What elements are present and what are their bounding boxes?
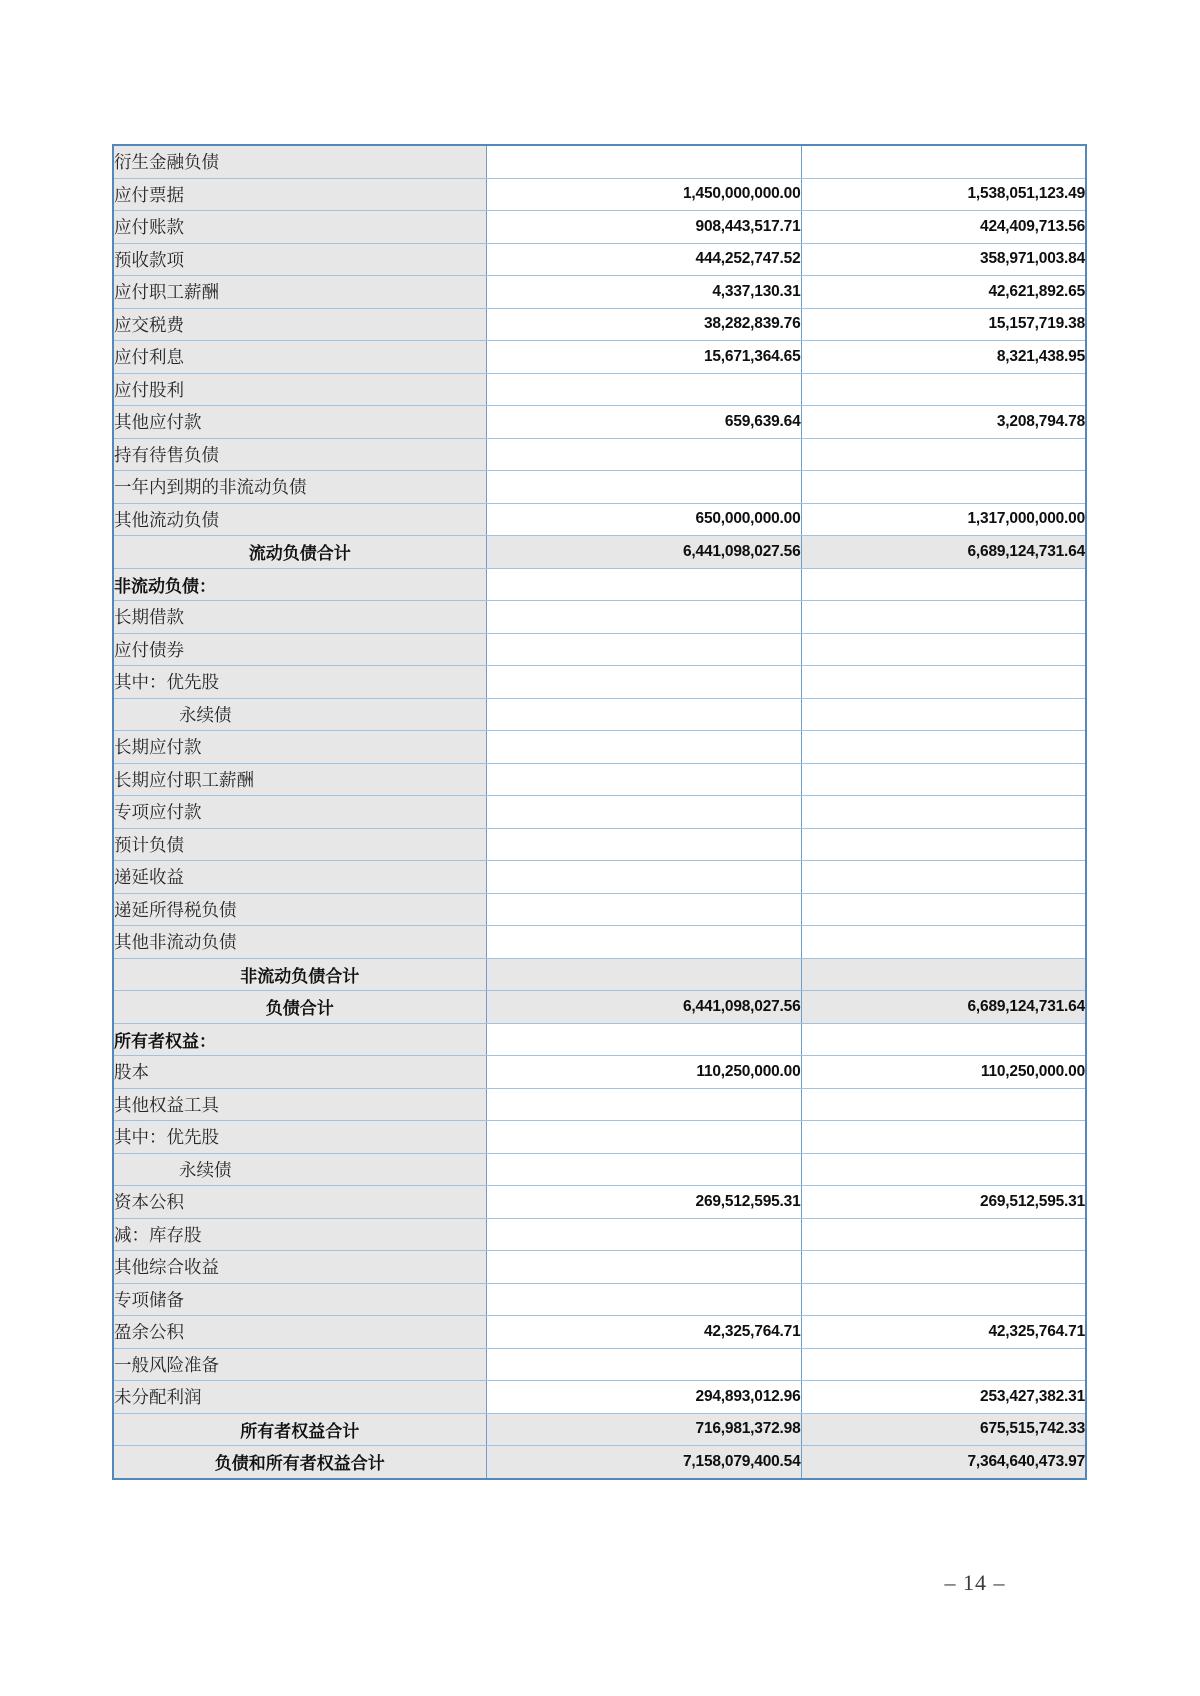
table-row	[113, 666, 1086, 699]
row-label-cell: 持有待售负债	[113, 438, 486, 471]
row-label-cell: 一年内到期的非流动负债	[113, 471, 486, 504]
row-label-cell: 所有者权益：	[113, 1023, 486, 1056]
row-label-cell: 预收款项	[113, 243, 486, 276]
value-cell-previous	[801, 1348, 1086, 1381]
value-cell-previous: 6,689,124,731.64	[801, 536, 1086, 569]
row-label-cell: 其他权益工具	[113, 1088, 486, 1121]
value-cell-previous: 253,427,382.31	[801, 1381, 1086, 1414]
table-row	[113, 1088, 1086, 1121]
table-row	[113, 958, 1086, 991]
value-cell-current	[486, 373, 801, 406]
table-row	[113, 698, 1086, 731]
value-cell-current	[486, 666, 801, 699]
page-number: – 14 –	[944, 1570, 1006, 1595]
value-cell-current	[486, 1153, 801, 1186]
value-cell-previous: 1,317,000,000.00	[801, 503, 1086, 536]
value-cell-current: 444,252,747.52	[486, 243, 801, 276]
value-cell-current	[486, 828, 801, 861]
table-row	[113, 503, 1086, 536]
value-cell-previous	[801, 926, 1086, 959]
row-label-cell: 其中：优先股	[113, 666, 486, 699]
value-cell-current	[486, 893, 801, 926]
table-row	[113, 373, 1086, 406]
value-cell-current	[486, 1218, 801, 1251]
value-cell-previous: 7,364,640,473.97	[801, 1446, 1086, 1479]
value-cell-previous: 110,250,000.00	[801, 1056, 1086, 1089]
value-cell-previous	[801, 796, 1086, 829]
table-row	[113, 1446, 1086, 1479]
value-cell-previous	[801, 893, 1086, 926]
row-label-cell: 递延收益	[113, 861, 486, 894]
row-label-cell: 负债和所有者权益合计	[113, 1446, 486, 1479]
value-cell-previous: 6,689,124,731.64	[801, 991, 1086, 1024]
table-row	[113, 1218, 1086, 1251]
value-cell-current	[486, 1283, 801, 1316]
table-row	[113, 1186, 1086, 1219]
value-cell-previous: 42,621,892.65	[801, 276, 1086, 309]
row-label-cell: 股本	[113, 1056, 486, 1089]
table-row	[113, 991, 1086, 1024]
table-row	[113, 178, 1086, 211]
table-row	[113, 926, 1086, 959]
table-row	[113, 601, 1086, 634]
value-cell-current: 38,282,839.76	[486, 308, 801, 341]
table-row	[113, 1316, 1086, 1349]
value-cell-previous	[801, 373, 1086, 406]
row-label-cell: 非流动负债合计	[113, 958, 486, 991]
value-cell-previous	[801, 601, 1086, 634]
table-row	[113, 568, 1086, 601]
table-row	[113, 406, 1086, 439]
value-cell-previous: 358,971,003.84	[801, 243, 1086, 276]
value-cell-current	[486, 438, 801, 471]
value-cell-current	[486, 796, 801, 829]
value-cell-previous	[801, 828, 1086, 861]
row-label-cell: 盈余公积	[113, 1316, 486, 1349]
balance-sheet-rows	[113, 145, 1086, 1479]
row-label-cell: 其中：优先股	[113, 1121, 486, 1154]
value-cell-current: 4,337,130.31	[486, 276, 801, 309]
value-cell-current: 7,158,079,400.54	[486, 1446, 801, 1479]
row-label-cell: 长期应付款	[113, 731, 486, 764]
table-row	[113, 1348, 1086, 1381]
value-cell-current	[486, 1251, 801, 1284]
value-cell-current: 659,639.64	[486, 406, 801, 439]
value-cell-previous: 1,538,051,123.49	[801, 178, 1086, 211]
table-row	[113, 1251, 1086, 1284]
row-label-cell: 专项储备	[113, 1283, 486, 1316]
value-cell-current: 294,893,012.96	[486, 1381, 801, 1414]
row-label-cell: 长期借款	[113, 601, 486, 634]
row-label-cell: 应交税费	[113, 308, 486, 341]
value-cell-current	[486, 958, 801, 991]
value-cell-previous	[801, 568, 1086, 601]
value-cell-current	[486, 471, 801, 504]
value-cell-previous	[801, 1121, 1086, 1154]
value-cell-current: 15,671,364.65	[486, 341, 801, 374]
table-row	[113, 828, 1086, 861]
value-cell-current: 6,441,098,027.56	[486, 991, 801, 1024]
table-row	[113, 893, 1086, 926]
value-cell-previous	[801, 861, 1086, 894]
table-row	[113, 633, 1086, 666]
value-cell-current: 110,250,000.00	[486, 1056, 801, 1089]
value-cell-previous	[801, 1088, 1086, 1121]
value-cell-current: 269,512,595.31	[486, 1186, 801, 1219]
row-label-cell: 应付股利	[113, 373, 486, 406]
table-row	[113, 471, 1086, 504]
value-cell-current	[486, 861, 801, 894]
value-cell-previous	[801, 145, 1086, 178]
value-cell-current: 6,441,098,027.56	[486, 536, 801, 569]
row-label-cell: 递延所得税负债	[113, 893, 486, 926]
table-row	[113, 211, 1086, 244]
value-cell-previous	[801, 1153, 1086, 1186]
value-cell-previous	[801, 731, 1086, 764]
value-cell-current: 716,981,372.98	[486, 1413, 801, 1446]
row-label-cell: 未分配利润	[113, 1381, 486, 1414]
row-label-cell: 其他综合收益	[113, 1251, 486, 1284]
value-cell-previous	[801, 1218, 1086, 1251]
table-row	[113, 145, 1086, 178]
table-row	[113, 731, 1086, 764]
value-cell-previous: 15,157,719.38	[801, 308, 1086, 341]
table-row	[113, 1023, 1086, 1056]
table-row	[113, 796, 1086, 829]
table-row	[113, 438, 1086, 471]
row-label-cell: 流动负债合计	[113, 536, 486, 569]
row-label-cell: 资本公积	[113, 1186, 486, 1219]
row-label-cell: 专项应付款	[113, 796, 486, 829]
row-label-cell: 长期应付职工薪酬	[113, 763, 486, 796]
table-row	[113, 1381, 1086, 1414]
value-cell-previous: 424,409,713.56	[801, 211, 1086, 244]
value-cell-previous	[801, 1023, 1086, 1056]
row-label-cell: 其他非流动负债	[113, 926, 486, 959]
value-cell-previous: 8,321,438.95	[801, 341, 1086, 374]
value-cell-current	[486, 568, 801, 601]
table-row	[113, 1413, 1086, 1446]
value-cell-current	[486, 633, 801, 666]
value-cell-current: 1,450,000,000.00	[486, 178, 801, 211]
value-cell-current: 42,325,764.71	[486, 1316, 801, 1349]
row-label-cell: 其他应付款	[113, 406, 486, 439]
row-label-cell: 永续债	[113, 698, 486, 731]
value-cell-current	[486, 1348, 801, 1381]
row-label-cell: 一般风险准备	[113, 1348, 486, 1381]
value-cell-previous	[801, 1283, 1086, 1316]
row-label-cell: 预计负债	[113, 828, 486, 861]
value-cell-previous: 3,208,794.78	[801, 406, 1086, 439]
row-label-cell: 衍生金融负债	[113, 145, 486, 178]
value-cell-previous	[801, 763, 1086, 796]
row-label-cell: 其他流动负债	[113, 503, 486, 536]
table-row	[113, 861, 1086, 894]
table-row	[113, 276, 1086, 309]
value-cell-current	[486, 1088, 801, 1121]
value-cell-current	[486, 698, 801, 731]
value-cell-previous	[801, 438, 1086, 471]
value-cell-previous: 269,512,595.31	[801, 1186, 1086, 1219]
row-label-cell: 减：库存股	[113, 1218, 486, 1251]
table-row	[113, 341, 1086, 374]
table-row	[113, 1283, 1086, 1316]
value-cell-previous: 42,325,764.71	[801, 1316, 1086, 1349]
row-label-cell: 应付债券	[113, 633, 486, 666]
row-label-cell: 应付票据	[113, 178, 486, 211]
table-row	[113, 308, 1086, 341]
value-cell-current: 650,000,000.00	[486, 503, 801, 536]
value-cell-previous	[801, 1251, 1086, 1284]
value-cell-current	[486, 1121, 801, 1154]
table-row	[113, 1121, 1086, 1154]
balance-sheet-table	[112, 144, 1087, 1480]
table-row	[113, 1153, 1086, 1186]
row-label-cell: 应付账款	[113, 211, 486, 244]
table-row	[113, 763, 1086, 796]
value-cell-previous	[801, 471, 1086, 504]
row-label-cell: 负债合计	[113, 991, 486, 1024]
value-cell-current	[486, 145, 801, 178]
value-cell-previous: 675,515,742.33	[801, 1413, 1086, 1446]
value-cell-current: 908,443,517.71	[486, 211, 801, 244]
value-cell-current	[486, 731, 801, 764]
table-row	[113, 1056, 1086, 1089]
value-cell-current	[486, 763, 801, 796]
row-label-cell: 应付职工薪酬	[113, 276, 486, 309]
value-cell-previous	[801, 698, 1086, 731]
row-label-cell: 所有者权益合计	[113, 1413, 486, 1446]
table-row	[113, 536, 1086, 569]
value-cell-previous	[801, 666, 1086, 699]
value-cell-current	[486, 601, 801, 634]
value-cell-previous	[801, 958, 1086, 991]
value-cell-current	[486, 1023, 801, 1056]
table-row	[113, 243, 1086, 276]
row-label-cell: 永续债	[113, 1153, 486, 1186]
value-cell-current	[486, 926, 801, 959]
row-label-cell: 应付利息	[113, 341, 486, 374]
row-label-cell: 非流动负债：	[113, 568, 486, 601]
value-cell-previous	[801, 633, 1086, 666]
